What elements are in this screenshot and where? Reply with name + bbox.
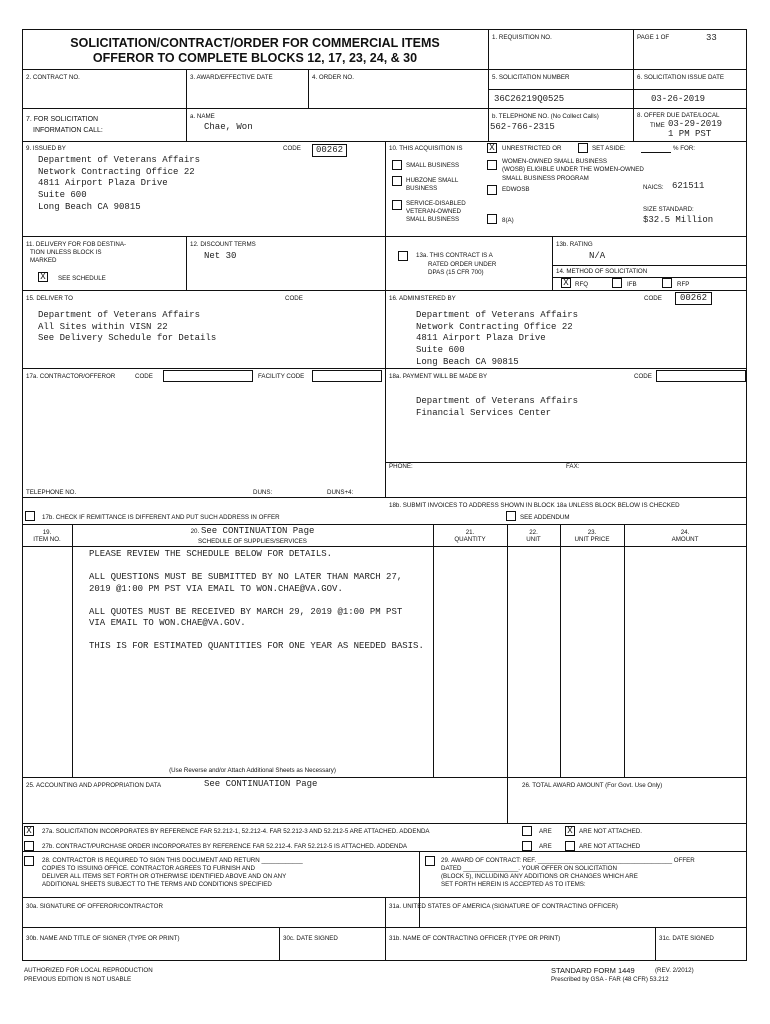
- deliver-to-code-label: CODE: [285, 295, 303, 302]
- col24-num: 24.: [680, 529, 690, 536]
- c27b-not-attached-label: ARE NOT ATTACHED: [579, 843, 641, 850]
- solicitation-no-label: 5. SOLICITATION NUMBER: [492, 74, 570, 81]
- see-schedule-checkbox[interactable]: X: [38, 272, 48, 282]
- total-award-label: 26. TOTAL AWARD AMOUNT (For Govt. Use Only): [522, 782, 663, 789]
- issued-by-address: Department of Veterans Affairs Network Contracting Office 22 4811 Airport Plaza Drive Suite 600 Long Beach CA 90815: [38, 155, 201, 212]
- c28-line2: COPIES TO ISSUING OFFICE. CONTRACTOR AGREES TO FURNISH AND: [42, 865, 255, 872]
- rated-order-label-2: RATED ORDER UNDER: [428, 261, 497, 268]
- remittance-checkbox[interactable]: [25, 511, 35, 521]
- order-no-label: 4. ORDER NO.: [312, 74, 354, 81]
- col20-header: [72, 526, 433, 545]
- rfp-label: RFP: [677, 281, 690, 288]
- acquisition-label: 10. THIS ACQUISITION IS: [389, 145, 463, 152]
- wosb-label-2: (WOSB) ELIGIBLE UNDER THE WOMEN-OWNED: [502, 166, 644, 173]
- form-title: [22, 36, 488, 66]
- c28-checkbox[interactable]: [24, 856, 34, 866]
- rating-label: 13b. RATING: [556, 241, 593, 248]
- edwosb-checkbox[interactable]: [487, 185, 497, 195]
- c27b-are-label: ARE: [539, 843, 552, 850]
- info-call-label-2: INFORMATION CALL:: [33, 127, 103, 134]
- sdvosb-label-3: SMALL BUSINESS: [406, 216, 460, 223]
- co-date-label: 31c. DATE SIGNED: [659, 935, 714, 942]
- sdvosb-label-2: VETERAN-OWNED: [406, 208, 462, 215]
- issued-by-code: 00262: [312, 144, 347, 157]
- requisition-label: 1. REQUISITION NO.: [492, 34, 552, 41]
- percent-label: % FOR:: [673, 145, 696, 152]
- telephone-label: TELEPHONE NO.: [26, 489, 77, 496]
- administered-by-code-label: CODE: [644, 295, 662, 302]
- info-call-label-1: 7. FOR SOLICITATION: [26, 116, 99, 123]
- sdvosb-label-1: SERVICE-DISABLED: [406, 200, 466, 207]
- c27b-not-attached-checkbox[interactable]: [565, 841, 575, 851]
- c28-line3: DELIVER ALL ITEMS SET FORTH OR OTHERWISE IDENTIFIED ABOVE AND ON ANY: [42, 873, 287, 880]
- c29-line3: (BLOCK 5), INCLUDING ANY ADDITIONS OR CHANGES WHICH ARE: [441, 873, 638, 880]
- submit-invoices-label: 18b. SUBMIT INVOICES TO ADDRESS SHOWN IN BLOCK 18a UNLESS BLOCK BELOW IS CHECKED: [389, 502, 680, 509]
- naics-code: 621511: [672, 181, 705, 191]
- rated-order-checkbox[interactable]: [398, 251, 408, 261]
- issued-by-code-label: CODE: [283, 145, 301, 152]
- set-aside-checkbox[interactable]: [578, 143, 588, 153]
- discount-label: 12. DISCOUNT TERMS: [190, 241, 256, 248]
- payment-address: Department of Veterans Affairs Financial Services Center: [416, 396, 579, 418]
- ifb-checkbox[interactable]: [612, 278, 622, 288]
- form-title-line1: SOLICITATION/CONTRACT/ORDER FOR COMMERCIAL ITEMS: [70, 36, 440, 50]
- facility-code-label: FACILITY CODE: [258, 373, 305, 380]
- col21-num: 21.: [465, 529, 475, 536]
- payment-code-input[interactable]: [656, 370, 746, 382]
- payment-label: 18a. PAYMENT WILL BE MADE BY: [389, 373, 488, 380]
- small-business-checkbox[interactable]: [392, 160, 402, 170]
- c27b-checkbox[interactable]: [24, 841, 34, 851]
- accounting-value: See CONTINUATION Page: [204, 779, 318, 789]
- eight-a-checkbox[interactable]: [487, 214, 497, 224]
- c27a-are-checkbox[interactable]: [522, 826, 532, 836]
- page-total: 33: [706, 33, 717, 43]
- offer-due-time: 1 PM PST: [668, 129, 712, 139]
- c27a-label: 27a. SOLICITATION INCORPORATES BY REFERENCE FAR 52.212-1, 52.212-4. FAR 52.212-3 AND 52.212-5 ARE ATTACHED. ADDENDA: [42, 828, 430, 835]
- issue-date: 03-26-2019: [651, 94, 706, 104]
- col24-header: [624, 529, 746, 544]
- c29-line4: SET FORTH HEREIN IS ACCEPTED AS TO ITEMS:: [441, 881, 586, 888]
- delivery-label-2: TION UNLESS BLOCK IS: [30, 249, 102, 256]
- solicitation-no: 36C26219Q0525: [494, 94, 565, 104]
- col19-label: ITEM NO.: [33, 536, 61, 544]
- col20-num: 20.: [190, 528, 200, 535]
- rfq-checkbox[interactable]: X: [561, 278, 571, 288]
- footer-form-rev: (REV. 2/2012): [655, 967, 694, 974]
- contractor-code-label: CODE: [135, 373, 153, 380]
- hubzone-checkbox[interactable]: [392, 176, 402, 186]
- co-name-label: 31b. NAME OF CONTRACTING OFFICER (TYPE OR PRINT): [389, 935, 561, 942]
- administered-by-code: 00262: [675, 292, 712, 305]
- contractor-code-input[interactable]: [163, 370, 253, 382]
- c27a-not-attached-label: ARE NOT ATTACHED.: [579, 828, 642, 835]
- footer-authorized: AUTHORIZED FOR LOCAL REPRODUCTION: [24, 967, 153, 974]
- duns4-label: DUNS+4:: [327, 489, 354, 496]
- name-label: a. NAME: [190, 113, 215, 120]
- contact-phone: 562-766-2315: [490, 122, 555, 132]
- col20-note: See CONTINUATION Page: [200, 526, 315, 536]
- c27b-label: 27b. CONTRACT/PURCHASE ORDER INCORPORATES BY REFERENCE FAR 52.212-4. FAR 52.212-5 IS ATTACHED. ADDENDA: [42, 843, 408, 850]
- offer-due-date: 03-29-2019: [668, 119, 723, 129]
- duns-label: DUNS:: [253, 489, 273, 496]
- issued-by-label: 9. ISSUED BY: [26, 145, 66, 152]
- col22-header: [507, 529, 560, 544]
- eight-a-label: 8(A): [502, 217, 514, 224]
- schedule-body: PLEASE REVIEW THE SCHEDULE BELOW FOR DETAILS. ALL QUESTIONS MUST BE SUBMITTED BY NO LATER THAN MARCH 27, 2019 @1:00 PM PST VIA EMAIL TO WON.CHAE@VA.GOV. ALL QUOTES MUST BE RECEIVED BY MARCH 29, 2019 @1:00 PM PST VIA EMAIL TO WON.CHAE@VA.GOV. THIS IS FOR ESTIMATED QUANTITIES FOR ONE YEAR AS NEEDED BASIS.: [89, 549, 424, 651]
- col23-header: [560, 529, 624, 544]
- c28-line4: ADDITIONAL SHEETS SUBJECT TO THE TERMS AND CONDITIONS SPECIFIED: [42, 881, 272, 888]
- c27a-checkbox[interactable]: X: [24, 826, 34, 836]
- col21-header: [433, 529, 507, 544]
- size-standard: $32.5 Million: [643, 215, 714, 225]
- offer-due-label-2: TIME: [650, 122, 665, 129]
- unrestricted-label: UNRESTRICTED OR: [502, 145, 562, 152]
- footer-form-name: STANDARD FORM 1449: [551, 966, 635, 975]
- c29-line1: 29. AWARD OF CONTRACT: REF. _______________________________________ OFFER: [441, 857, 695, 864]
- deliver-to-address: Department of Veterans Affairs All Sites within VISN 22 See Delivery Schedule for Details: [38, 310, 217, 344]
- contractor-label: 17a. CONTRACTOR/OFFEROR: [26, 373, 116, 380]
- form-title-line2: OFFEROR TO COMPLETE BLOCKS 12, 17, 23, 24, & 30: [92, 51, 418, 65]
- col22-label: UNIT: [526, 536, 541, 544]
- signer-name-label: 30b. NAME AND TITLE OF SIGNER (TYPE OR PRINT): [26, 935, 180, 942]
- delivery-label-3: MARKED: [30, 257, 57, 264]
- payment-code-label: CODE: [634, 373, 652, 380]
- percent-blank: [641, 152, 671, 153]
- rating-value: N/A: [589, 251, 606, 261]
- hubzone-label-2: BUSINESS: [406, 185, 438, 192]
- payment-phone-label: PHONE:: [389, 463, 413, 470]
- facility-code-input[interactable]: [312, 370, 382, 382]
- c27a-are-label: ARE: [539, 828, 552, 835]
- size-standard-label: SIZE STANDARD:: [643, 206, 694, 213]
- wosb-checkbox[interactable]: [487, 160, 497, 170]
- payment-fax-label: FAX:: [566, 463, 580, 470]
- hubzone-label-1: HUBZONE SMALL: [406, 177, 459, 184]
- wosb-label-3: SMALL BUSINESS PROGRAM: [502, 175, 589, 182]
- rfq-label: RFQ: [575, 281, 589, 288]
- c27b-are-checkbox[interactable]: [522, 841, 532, 851]
- col20-label: SCHEDULE OF SUPPLIES/SERVICES: [198, 537, 307, 545]
- c29-checkbox[interactable]: [425, 856, 435, 866]
- reverse-note: (Use Reverse and/or Attach Additional Sheets as Necessary): [169, 767, 336, 774]
- ifb-label: IFB: [627, 281, 637, 288]
- col19-num: 19.: [42, 529, 52, 536]
- c29-line2: DATED ________________. YOUR OFFER ON SOLICITATION: [441, 865, 617, 872]
- award-date-label: 3. AWARD/EFFECTIVE DATE: [190, 74, 273, 81]
- signer-date-label: 30c. DATE SIGNED: [283, 935, 338, 942]
- col23-num: 23.: [587, 529, 597, 536]
- rated-order-label-3: DPAS (15 CFR 700): [428, 269, 484, 276]
- col24-label: AMOUNT: [671, 536, 699, 544]
- unrestricted-checkbox[interactable]: X: [487, 143, 497, 153]
- footer-prescribed: Prescribed by GSA - FAR (48 CFR) 53.212: [551, 976, 669, 983]
- col21-label: QUANTITY: [454, 536, 486, 544]
- wosb-label-1: WOMEN-OWNED SMALL BUSINESS: [502, 158, 607, 165]
- issue-date-label: 6. SOLICITATION ISSUE DATE: [637, 74, 724, 81]
- contract-no-label: 2. CONTRACT NO.: [26, 74, 80, 81]
- see-schedule-label: SEE SCHEDULE: [58, 275, 106, 282]
- rfp-checkbox[interactable]: [662, 278, 672, 288]
- edwosb-label: EDWOSB: [502, 186, 530, 193]
- signature-co-label: 31a. UNITED STATES OF AMERICA (SIGNATURE OF CONTRACTING OFFICER): [389, 903, 618, 910]
- col22-num: 22.: [529, 529, 538, 536]
- page-label: PAGE 1 OF: [637, 34, 670, 41]
- phone-label: b. TELEPHONE NO. (No Collect Calls): [492, 113, 599, 120]
- accounting-label: 25. ACCOUNTING AND APPROPRIATION DATA: [26, 782, 162, 789]
- c27a-not-attached-checkbox[interactable]: X: [565, 826, 575, 836]
- c28-line1: 28. CONTRACTOR IS REQUIRED TO SIGN THIS DOCUMENT AND RETURN ____________: [42, 857, 303, 864]
- administered-by-address: Department of Veterans Affairs Network Contracting Office 22 4811 Airport Plaza Drive Suite 600 Long Beach CA 90815: [416, 310, 579, 367]
- sdvosb-checkbox[interactable]: [392, 200, 402, 210]
- delivery-label-1: 11. DELIVERY FOR FOB DESTINA-: [26, 241, 127, 248]
- contact-name: Chae, Won: [204, 122, 253, 132]
- set-aside-label: SET ASIDE:: [592, 145, 626, 152]
- see-addendum-checkbox[interactable]: [506, 511, 516, 521]
- offer-due-label-1: 8. OFFER DUE DATE/LOCAL: [637, 112, 720, 119]
- col23-label: UNIT PRICE: [574, 536, 610, 544]
- col19-header: [22, 529, 72, 544]
- rated-order-label-1: 13a. THIS CONTRACT IS A: [416, 252, 493, 259]
- remittance-label: 17b. CHECK IF REMITTANCE IS DIFFERENT AND PUT SUCH ADDRESS IN OFFER: [42, 514, 280, 521]
- administered-by-label: 16. ADMINISTERED BY: [389, 295, 456, 302]
- discount-terms: Net 30: [204, 251, 237, 261]
- method-label: 14. METHOD OF SOLICITATION: [556, 268, 648, 275]
- naics-label: NAICS:: [643, 184, 664, 191]
- signature-offeror-label: 30a. SIGNATURE OF OFFEROR/CONTRACTOR: [26, 903, 163, 910]
- small-business-label: SMALL BUSINESS: [406, 162, 460, 169]
- footer-previous: PREVIOUS EDITION IS NOT USABLE: [24, 976, 132, 983]
- see-addendum-label: SEE ADDENDUM: [520, 514, 570, 521]
- deliver-to-label: 15. DELIVER TO: [26, 295, 73, 302]
